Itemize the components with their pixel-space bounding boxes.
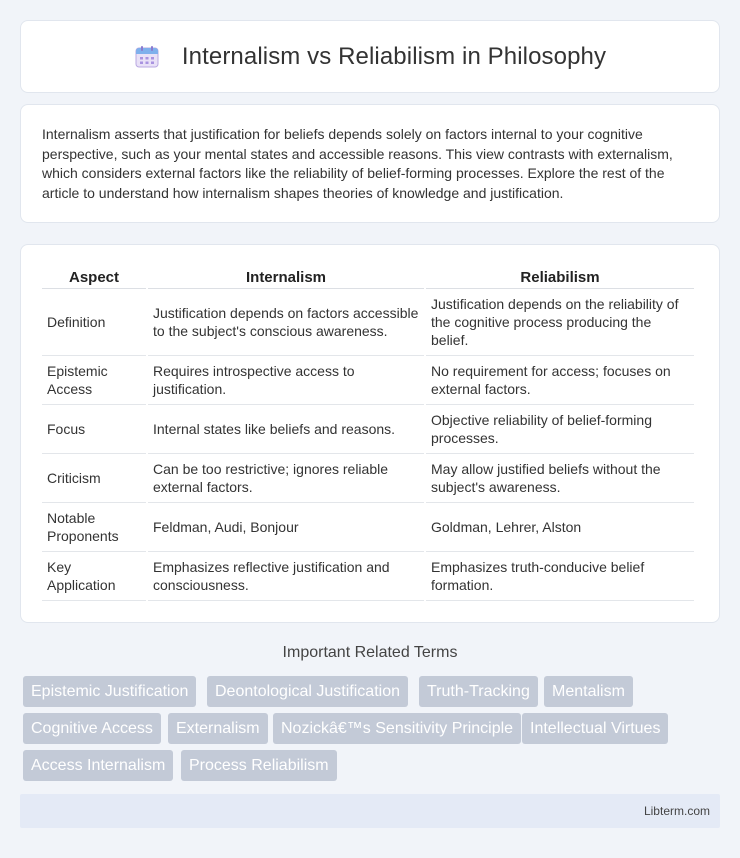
table-row <box>42 356 694 405</box>
internalism-cell: Can be too restrictive; ignores reliable external factors. <box>148 454 424 503</box>
internalism-cell: Internal states like beliefs and reasons. <box>148 405 424 454</box>
aspect-cell: Epistemic Access <box>42 356 146 405</box>
tag-process-reliabilism[interactable]: Process Reliabilism <box>181 750 337 781</box>
aspect-cell: Notable Proponents <box>42 503 146 552</box>
reliabilism-cell: Goldman, Lehrer, Alston <box>426 503 694 552</box>
page-title: Internalism vs Reliabilism in Philosophy <box>181 42 607 70</box>
tag-mentalism[interactable]: Mentalism <box>544 676 633 707</box>
internalism-cell: Requires introspective access to justification. <box>148 356 424 405</box>
tag-epistemic-justification[interactable]: Epistemic Justification <box>23 676 196 707</box>
calendar-icon <box>134 44 160 70</box>
tag-cognitive-access[interactable]: Cognitive Access <box>23 713 161 744</box>
header-internalism: Internalism <box>148 265 424 289</box>
header-reliabilism: Reliabilism <box>426 265 694 289</box>
reliabilism-cell: Objective reliability of belief-forming processes. <box>426 405 694 454</box>
comparison-card <box>20 244 720 623</box>
reliabilism-cell: May allow justified beliefs without the subject's awareness. <box>426 454 694 503</box>
reliabilism-cell: Emphasizes truth-conducive belief formation. <box>426 552 694 601</box>
table-row <box>42 289 694 356</box>
aspect-cell: Definition <box>42 289 146 356</box>
tag-nozick-sensitivity-principle[interactable]: Nozickâ€™s Sensitivity Principle <box>273 713 521 744</box>
reliabilism-cell: No requirement for access; focuses on external factors. <box>426 356 694 405</box>
tag-intellectual-virtues[interactable]: Intellectual Virtues <box>522 713 668 744</box>
tag-deontological-justification[interactable]: Deontological Justification <box>207 676 408 707</box>
reliabilism-cell: Justification depends on the reliability of the cognitive process producing the belief. <box>426 289 694 356</box>
table-header-row <box>42 265 694 289</box>
footer <box>20 794 720 828</box>
intro-card <box>20 104 720 223</box>
tag-externalism[interactable]: Externalism <box>168 713 268 744</box>
aspect-cell: Key Application <box>42 552 146 601</box>
header-aspect: Aspect <box>42 265 146 289</box>
tag-truth-tracking[interactable]: Truth-Tracking <box>419 676 538 707</box>
internalism-cell: Feldman, Audi, Bonjour <box>148 503 424 552</box>
aspect-cell: Focus <box>42 405 146 454</box>
internalism-cell: Emphasizes reflective justification and consciousness. <box>148 552 424 601</box>
title-card <box>20 20 720 93</box>
footer-brand-link[interactable]: Libterm.com <box>643 804 710 818</box>
tag-access-internalism[interactable]: Access Internalism <box>23 750 173 781</box>
related-terms-heading: Important Related Terms <box>282 644 458 661</box>
aspect-cell: Criticism <box>42 454 146 503</box>
table-row <box>42 503 694 552</box>
table-row <box>42 405 694 454</box>
comparison-table <box>40 265 696 601</box>
intro-paragraph: Internalism asserts that justification for beliefs depends solely on factors internal to your cognitive perspective, such as your mental states and accessible reasons. This view contrasts with externalism, which considers external factors like the reliability of belief-forming processes. Explore the rest of the article to understand how internalism shapes theories of knowledge and justification. <box>42 126 673 201</box>
internalism-cell: Justification depends on factors accessible to the subject's conscious awareness. <box>148 289 424 356</box>
table-row <box>42 552 694 601</box>
table-row <box>42 454 694 503</box>
